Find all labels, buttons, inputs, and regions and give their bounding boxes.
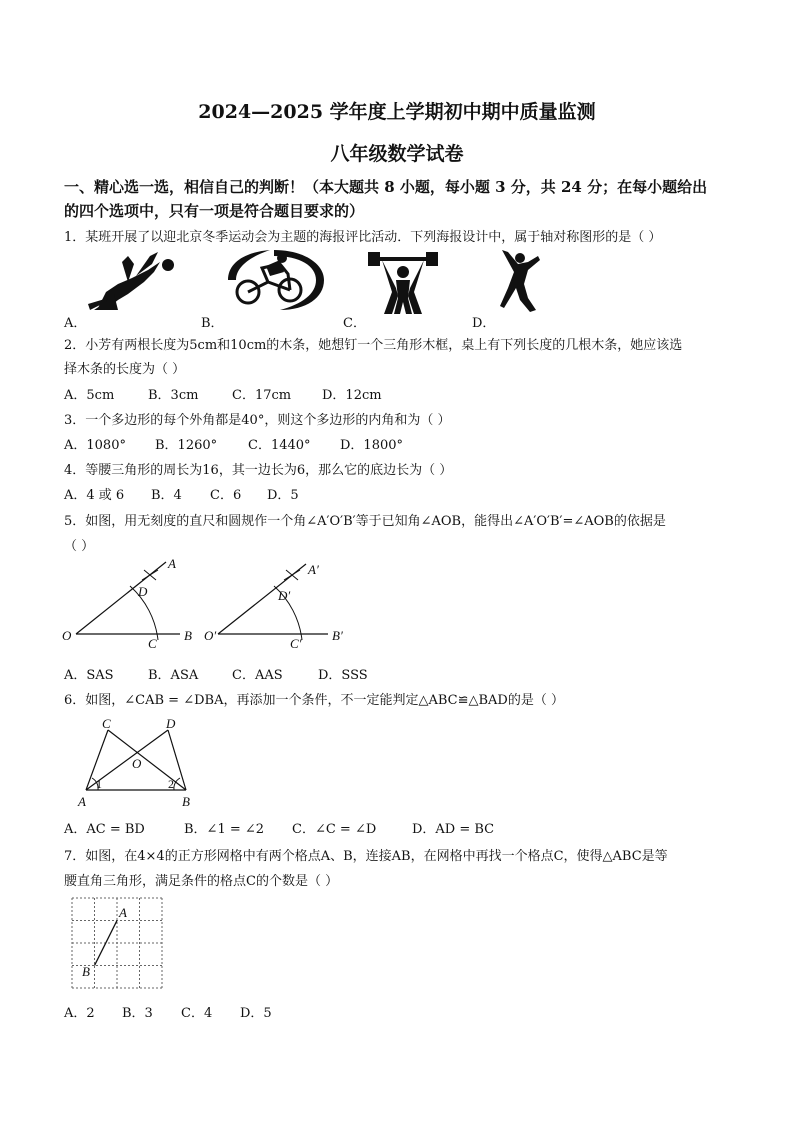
label-C: C [102,716,111,731]
exam-subtitle: 八年级数学试卷 [330,143,464,165]
label-O: O [132,756,142,771]
question-1-option-c-label: C． [343,316,366,331]
question-5-option-d: D．SSS [318,668,368,683]
label-C: C [148,636,157,651]
question-5-option-b: B．ASA [148,668,199,683]
question-4-option-b: B．4 [151,488,182,503]
poster-c-weightlifting-image [366,248,440,314]
label-C-prime: C′ [290,636,302,651]
question-2-text-line2: 择木条的长度为（ ） [64,362,186,377]
question-1-option-a-label: A． [64,316,87,331]
question-5-option-a: A．SAS [64,668,114,683]
triangles-abc-bad-figure [70,716,210,810]
question-3-option-a: A．1080° [64,438,126,453]
label-B: B [82,964,90,979]
label-D: D [138,584,148,599]
original-angle-aob [76,562,180,640]
question-1-option-d-label: D． [472,316,496,331]
question-6-option-d: D．AD = BC [412,822,495,837]
question-7-option-b: B．3 [122,1006,153,1021]
question-7-option-c: C．4 [181,1006,213,1021]
question-7-option-d: D．5 [240,1006,272,1021]
question-2-text-line1: 2．小芳有两根长度为5cm和10cm的木条，她想钉一个三角形木框，桌上有下列长度的几根木条，她应该选 [64,338,683,353]
question-4-option-c: C．6 [210,488,242,503]
question-7-text-line2: 腰直角三角形，满足条件的格点C的个数是（ ） [64,874,339,889]
label-A: A [78,794,86,809]
question-5-text-line1: 5．如图，用无刻度的直尺和圆规作一个角∠A′O′B′等于已知角∠AOB，能得出∠A′O′B′=∠AOB的依据是 [64,514,666,529]
question-4-option-d: D．5 [267,488,299,503]
label-O: O [62,628,72,643]
label-A: A [119,905,127,920]
question-2-option-c: C．17cm [232,388,292,403]
question-7-text-line1: 7．如图，在4×4的正方形网格中有两个格点A、B，连接AB，在网格中再找一个格点C，使得△ABC是等 [64,849,668,864]
label-A: A [168,556,176,571]
label-B: B [184,628,192,643]
label-A-prime: A′ [308,562,319,577]
question-4-text: 4．等腰三角形的周长为16，其一边长为6，那么它的底边长为（ ） [64,463,453,478]
question-1-option-b-label: B． [201,316,224,331]
label-O-prime: O′ [204,628,217,643]
question-6-text: 6．如图，∠CAB = ∠DBA，再添加一个条件，不一定能判定△ABC≌△BAD的是（ ） [64,693,564,708]
exam-title: 2024—2025 学年度上学期初中期中质量监测 [198,101,596,123]
poster-b-cycling-image [222,246,326,312]
grid-4x4-figure [70,896,164,990]
section-heading-line1: 一、精心选一选，相信自己的判断！（本大题共 8 小题，每小题 3 分，共 24 分；在每小题给出 [64,178,708,196]
question-6-option-b: B．∠1 = ∠2 [184,822,265,837]
question-3-option-d: D．1800° [340,438,404,453]
label-D-prime: D′ [278,588,291,603]
question-6-option-a: A．AC = BD [64,822,145,837]
question-4-option-a: A．4 或 6 [64,488,125,503]
question-2-option-b: B．3cm [148,388,199,403]
poster-a-volleyball-image [88,248,178,312]
question-5-text-line2: （ ） [64,539,95,554]
question-3-text: 3．一个多边形的每个外角都是40°，则这个多边形的内角和为（ ） [64,413,451,428]
question-7-option-a: A．2 [64,1006,95,1021]
question-1-text: 1．某班开展了以迎北京冬季运动会为主题的海报评比活动．下列海报设计中，属于轴对称图形的是（ ） [64,230,662,245]
label-angle-2: 2 [168,777,174,791]
question-5-option-c: C．AAS [232,668,283,683]
question-2-option-d: D．12cm [322,388,382,403]
question-3-option-b: B．1260° [155,438,218,453]
question-2-option-a: A．5cm [64,388,115,403]
section-heading-line2: 的四个选项中，只有一项是符合题目要求的） [64,202,365,220]
label-angle-1: 1 [96,777,102,791]
question-6-option-c: C．∠C = ∠D [292,822,377,837]
poster-d-golf-image [498,248,546,314]
angle-construction-figure [62,556,362,650]
question-3-option-c: C．1440° [248,438,311,453]
label-B-prime: B′ [332,628,343,643]
label-D: D [166,716,176,731]
label-B: B [182,794,190,809]
